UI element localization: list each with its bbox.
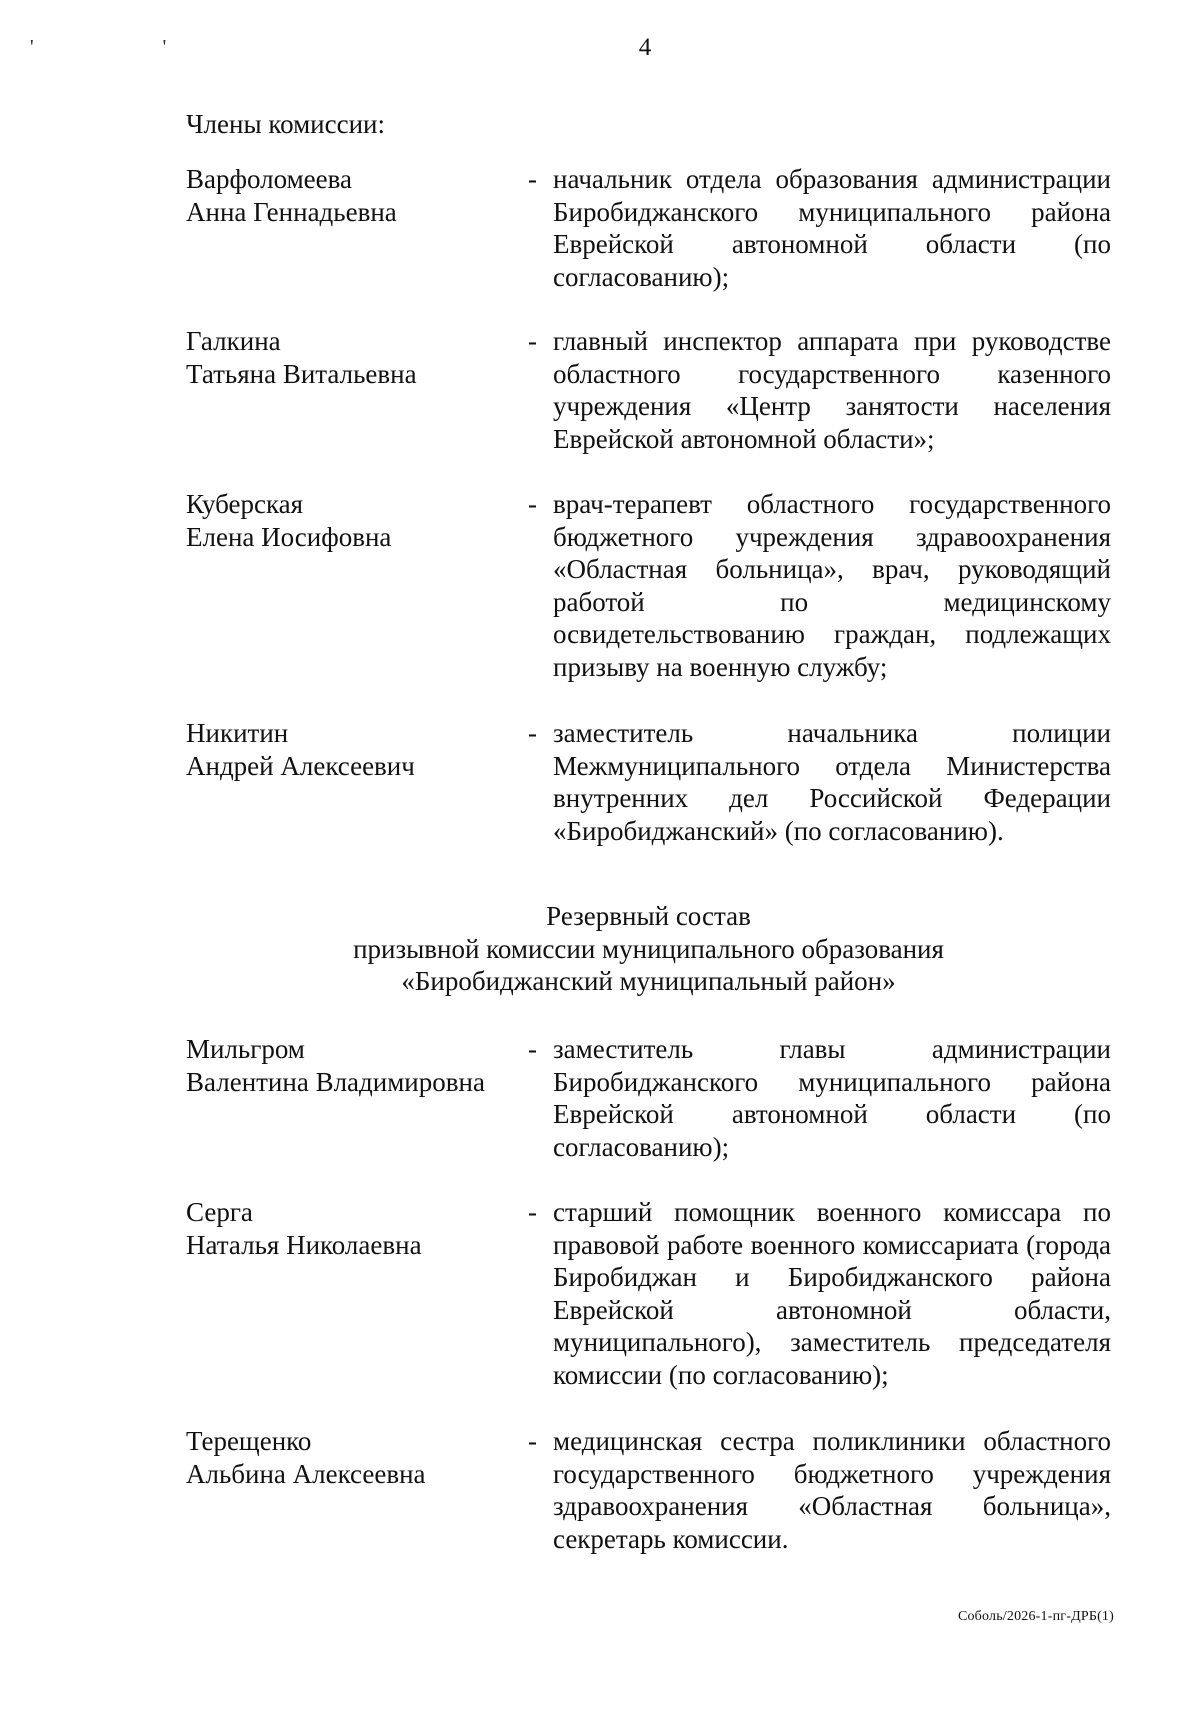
- reserve-heading: [186, 900, 1111, 998]
- entry-dash: -: [528, 164, 537, 194]
- entry-dash: -: [528, 1197, 537, 1227]
- member-role: начальник отдела образования администрации Биробиджанского муниципального района Еврейской автономной области (по согласованию);: [553, 164, 1111, 292]
- member-surname: Куберская: [186, 489, 304, 519]
- page-number: 4: [638, 34, 652, 61]
- reserve-given-name: Валентина Владимировна: [186, 1066, 485, 1097]
- reserve-name: [186, 1196, 516, 1261]
- member-name: [186, 488, 516, 553]
- reserve-surname: Серга: [186, 1197, 253, 1227]
- member-given-name: Елена Иосифовна: [186, 521, 392, 552]
- member-role: врач-терапевт областного государственного бюджетного учреждения здравоохранения «Областная больница», врач, руководящий работой по медицинскому освидетельствованию граждан, подлежащих призыву на военную службу;: [553, 489, 1111, 682]
- members-heading: Члены комиссии:: [186, 109, 385, 139]
- scan-corner-marks: ' ': [30, 36, 229, 58]
- reserve-heading-line: «Биробиджанский муниципальный район»: [401, 966, 896, 996]
- member-name: [186, 325, 516, 390]
- entry-dash: -: [528, 1034, 537, 1064]
- reserve-heading-line: призывной комиссии муниципального образования: [353, 933, 944, 964]
- reserve-surname: Терещенко: [186, 1426, 312, 1456]
- reserve-surname: Мильгром: [186, 1034, 305, 1064]
- member-name: [186, 717, 516, 782]
- reserve-entry: [186, 1425, 1111, 1555]
- reserve-given-name: Наталья Николаевна: [186, 1229, 422, 1260]
- member-surname: Никитин: [186, 718, 289, 748]
- member-given-name: Татьяна Витальевна: [186, 358, 417, 389]
- member-entry: [186, 717, 1111, 847]
- reserve-heading-line: Резервный состав: [546, 901, 751, 931]
- entry-dash: -: [528, 489, 537, 519]
- reserve-entry: [186, 1033, 1111, 1163]
- member-given-name: Андрей Алексеевич: [186, 750, 415, 781]
- member-surname: Галкина: [186, 326, 281, 356]
- entry-dash: -: [528, 718, 537, 748]
- entry-dash: -: [528, 326, 537, 356]
- member-given-name: Анна Геннадьевна: [186, 196, 397, 227]
- member-entry: [186, 488, 1111, 683]
- member-entry: [186, 163, 1111, 293]
- entry-dash: -: [528, 1426, 537, 1456]
- member-entry: [186, 325, 1111, 455]
- member-name: [186, 163, 516, 228]
- reserve-given-name: Альбина Алексеевна: [186, 1458, 426, 1489]
- reserve-role: старший помощник военного комиссара по правовой работе военного комиссариата (города Биробиджан и Биробиджанского района Еврейской автономной области, муниципального), заместитель председателя комиссии (по согласованию);: [553, 1197, 1111, 1390]
- document-code: Соболь/2026-1-пг-ДРБ(1): [957, 1609, 1114, 1624]
- member-surname: Варфоломеева: [186, 164, 353, 194]
- member-role: главный инспектор аппарата при руководстве областного государственного казенного учреждения «Центр занятости населения Еврейской автономной области»;: [553, 326, 1111, 454]
- reserve-role: заместитель главы администрации Биробиджанского муниципального района Еврейской автономной области (по согласованию);: [553, 1034, 1111, 1162]
- reserve-entry: [186, 1196, 1111, 1391]
- reserve-name: [186, 1425, 516, 1490]
- member-role: заместитель начальника полиции Межмуниципального отдела Министерства внутренних дел Российской Федерации «Биробиджанский» (по согласованию).: [553, 718, 1111, 846]
- reserve-role: медицинская сестра поликлиники областного государственного бюджетного учреждения здравоохранения «Областная больница», секретарь комиссии.: [553, 1426, 1111, 1554]
- reserve-name: [186, 1033, 516, 1098]
